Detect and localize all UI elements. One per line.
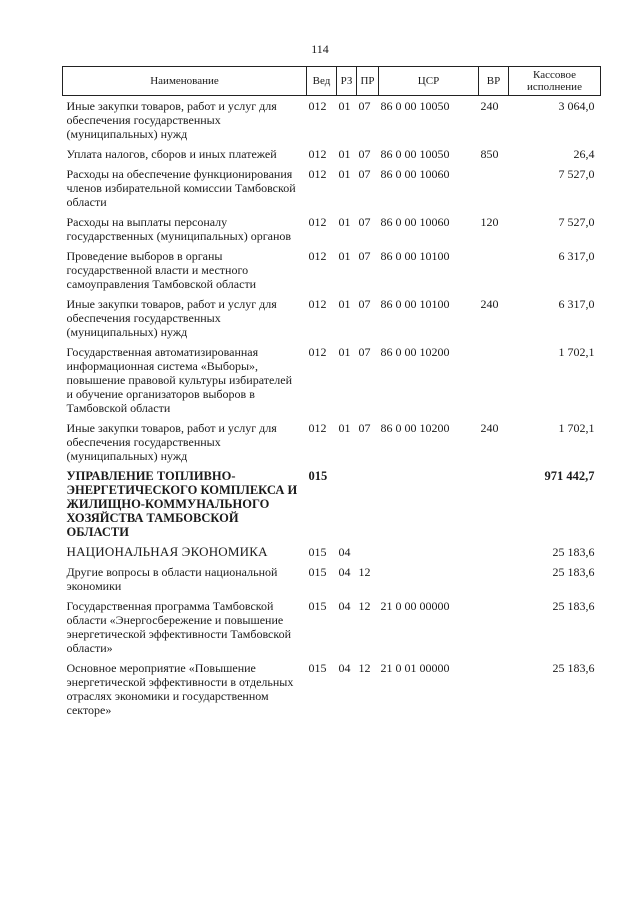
cell-name: Государственная программа Тамбовской области «Энергосбережение и повышение энергетической эффективности Тамбовской области» <box>66 599 292 655</box>
table-row <box>63 249 601 297</box>
table-row <box>63 421 601 469</box>
cell-ved: 012 <box>308 167 327 181</box>
cell-ved: 012 <box>308 99 327 113</box>
budget-table <box>62 66 601 723</box>
table-row <box>63 96 601 148</box>
cell-ved: 015 <box>308 661 327 675</box>
cell-csr: 21 0 01 00000 <box>380 661 450 675</box>
cell-vr: 120 <box>480 215 499 229</box>
cell-name: Иные закупки товаров, работ и услуг для обеспечения государственных (муниципальных) нужд <box>66 421 277 463</box>
cell-name: Государственная автоматизированная информационная система «Выборы», повышение правовой культуры избирателей и обучение организаторов выборов в Тамбовской области <box>66 345 293 415</box>
cell-ved: 015 <box>308 545 327 559</box>
cell-pr: 12 <box>358 565 371 579</box>
header-rz: РЗ <box>337 67 357 96</box>
header-vr: ВР <box>479 67 509 96</box>
cell-pr: 07 <box>358 215 371 229</box>
cell-rz: 01 <box>338 99 351 113</box>
cell-pr: 07 <box>358 147 371 161</box>
cell-pr: 07 <box>358 249 371 263</box>
cell-ved: 015 <box>308 565 327 579</box>
table-row <box>63 215 601 249</box>
cell-rz: 04 <box>338 599 351 613</box>
cell-vr <box>479 249 509 297</box>
cell-rz: 01 <box>338 249 351 263</box>
table-row <box>63 297 601 345</box>
cell-ved: 012 <box>308 249 327 263</box>
cell-ved: 012 <box>308 297 327 311</box>
cell-rz: 01 <box>338 215 351 229</box>
cell-csr: 86 0 00 10060 <box>380 215 450 229</box>
cell-pr: 07 <box>358 345 371 359</box>
cell-sum: 25 183,6 <box>552 565 595 579</box>
table-row <box>63 345 601 421</box>
cell-vr: 850 <box>480 147 499 161</box>
table-row <box>63 565 601 599</box>
cell-name: Другие вопросы в области национальной экономики <box>66 565 278 593</box>
cell-csr: 86 0 00 10060 <box>380 167 450 181</box>
header-name: Наименование <box>63 67 307 96</box>
cell-rz <box>337 469 357 545</box>
cell-csr <box>379 545 479 565</box>
table-row <box>63 147 601 167</box>
cell-rz: 04 <box>338 661 351 675</box>
cell-name: Иные закупки товаров, работ и услуг для обеспечения государственных (муниципальных) нужд <box>66 297 277 339</box>
page-number: 114 <box>311 42 329 56</box>
cell-pr: 07 <box>358 167 371 181</box>
cell-pr: 07 <box>358 297 371 311</box>
cell-name: Расходы на выплаты персоналу государственных (муниципальных) органов <box>66 215 292 243</box>
cell-csr <box>379 469 479 545</box>
header-pr: ПР <box>357 67 379 96</box>
cell-sum: 1 702,1 <box>558 345 595 359</box>
cell-ved: 012 <box>308 345 327 359</box>
table-row <box>63 661 601 723</box>
cell-vr <box>479 167 509 215</box>
cell-vr: 240 <box>480 297 499 311</box>
cell-pr <box>357 545 379 565</box>
table-row <box>63 545 601 565</box>
cell-csr: 86 0 00 10200 <box>380 421 450 435</box>
cell-rz: 04 <box>338 545 351 559</box>
cell-csr <box>379 565 479 599</box>
cell-sum: 25 183,6 <box>552 545 595 559</box>
cell-sum: 7 527,0 <box>558 215 595 229</box>
cell-rz: 04 <box>338 565 351 579</box>
cell-pr: 12 <box>358 661 371 675</box>
cell-name: Расходы на обеспечение функционирования членов избирательной комиссии Тамбовской области <box>66 167 296 209</box>
cell-name: Уплата налогов, сборов и иных платежей <box>66 147 277 161</box>
cell-csr: 86 0 00 10050 <box>380 99 450 113</box>
cell-ved: 012 <box>308 421 327 435</box>
header-csr: ЦСР <box>379 67 479 96</box>
cell-rz: 01 <box>338 167 351 181</box>
cell-sum: 7 527,0 <box>558 167 595 181</box>
cell-pr: 07 <box>358 99 371 113</box>
cell-vr: 240 <box>480 99 499 113</box>
cell-pr <box>357 469 379 545</box>
cell-pr: 12 <box>358 599 371 613</box>
cell-sum: 25 183,6 <box>552 599 595 613</box>
cell-csr: 21 0 00 00000 <box>380 599 450 613</box>
cell-vr <box>479 469 509 545</box>
cell-ved: 012 <box>308 147 327 161</box>
cell-rz: 01 <box>338 421 351 435</box>
cell-name: УПРАВЛЕНИЕ ТОПЛИВНО-ЭНЕРГЕТИЧЕСКОГО КОМПЛЕКСА И ЖИЛИЩНО-КОММУНАЛЬНОГО ХОЗЯЙСТВА ТАМБОВСКОЙ ОБЛАСТИ <box>66 469 298 539</box>
cell-name: Основное мероприятие «Повышение энергетической эффективности в отдельных отраслях экономики и государственном секторе» <box>66 661 294 717</box>
cell-vr: 240 <box>480 421 499 435</box>
cell-csr: 86 0 00 10100 <box>380 249 450 263</box>
cell-sum: 971 442,7 <box>544 469 595 483</box>
cell-vr <box>479 545 509 565</box>
cell-name: Проведение выборов в органы государственной власти и местного самоуправления Тамбовской области <box>66 249 257 291</box>
header-sum: Кассовое исполнение <box>509 67 601 96</box>
cell-sum: 25 183,6 <box>552 661 595 675</box>
cell-vr <box>479 565 509 599</box>
cell-csr: 86 0 00 10200 <box>380 345 450 359</box>
cell-csr: 86 0 00 10100 <box>380 297 450 311</box>
cell-sum: 3 064,0 <box>558 99 595 113</box>
table-row <box>63 599 601 661</box>
table-body <box>63 96 601 724</box>
cell-sum: 1 702,1 <box>558 421 595 435</box>
cell-rz: 01 <box>338 297 351 311</box>
cell-sum: 6 317,0 <box>558 297 595 311</box>
cell-sum: 26,4 <box>573 147 595 161</box>
cell-vr <box>479 599 509 661</box>
cell-name: Иные закупки товаров, работ и услуг для обеспечения государственных (муниципальных) нужд <box>66 99 277 141</box>
cell-pr: 07 <box>358 421 371 435</box>
cell-rz: 01 <box>338 147 351 161</box>
cell-csr: 86 0 00 10050 <box>380 147 450 161</box>
table-row <box>63 167 601 215</box>
cell-sum: 6 317,0 <box>558 249 595 263</box>
cell-vr <box>479 661 509 723</box>
table-header <box>63 67 601 96</box>
cell-ved: 012 <box>308 215 327 229</box>
cell-ved: 015 <box>308 599 327 613</box>
table-row <box>63 469 601 545</box>
header-ved: Вед <box>307 67 337 96</box>
cell-name: НАЦИОНАЛЬНАЯ ЭКОНОМИКА <box>66 544 268 559</box>
cell-rz: 01 <box>338 345 351 359</box>
cell-ved: 015 <box>308 469 328 483</box>
cell-vr <box>479 345 509 421</box>
